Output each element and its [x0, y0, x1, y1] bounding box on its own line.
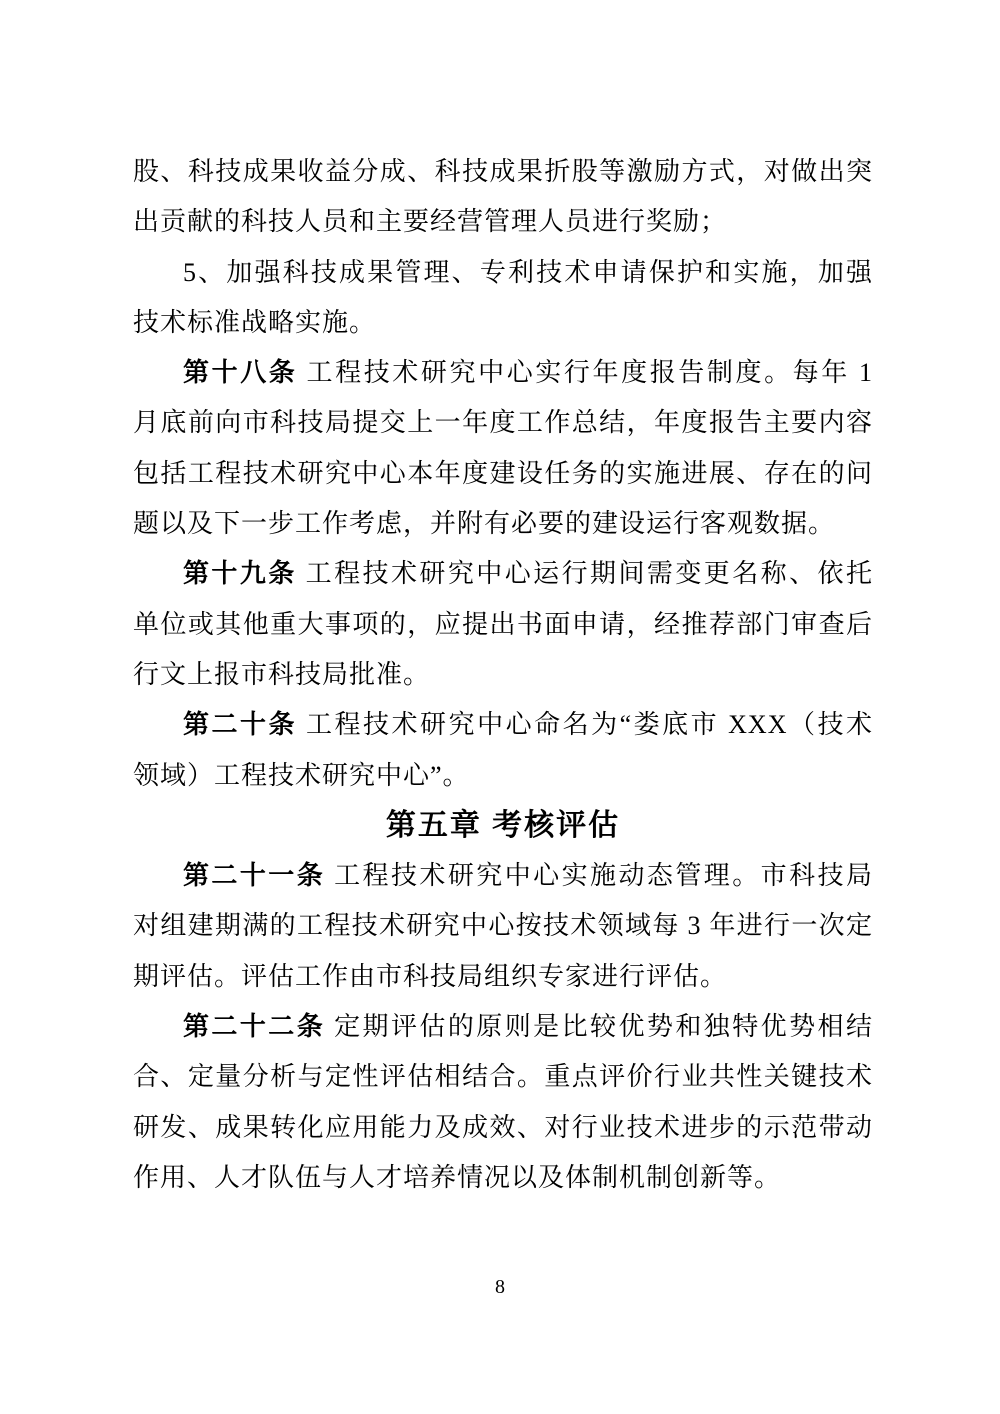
body-text-line [133, 751, 873, 801]
text-segment: 技术标准战略实施。 [133, 307, 377, 337]
page-number: 8 [495, 1276, 505, 1298]
body-text-line [133, 197, 873, 247]
body-text-line [133, 549, 873, 599]
text-segment: 作用、人才队伍与人才培养情况以及体制机制创新等。 [133, 1162, 782, 1192]
text-segment: 定期评估的原则是比较优势和独特优势相结 [325, 1012, 873, 1042]
body-text-line [133, 1153, 873, 1203]
text-segment: 出贡献的科技人员和主要经营管理人员进行奖励； [133, 207, 728, 237]
text-segment: 单位或其他重大事项的，应提出书面申请，经推荐部门审查后 [133, 609, 873, 639]
body-text-line [133, 248, 873, 298]
text-segment: 5、加强科技成果管理、专利技术申请保护和实施，加强 [183, 257, 873, 287]
bold-text-segment: 第十八条 [183, 358, 298, 388]
bold-text-segment: 第二十条 [183, 710, 298, 740]
text-segment: 工程技术研究中心实施动态管理。市科技局 [325, 861, 873, 891]
text-segment: 工程技术研究中心运行期间需变更名称、依托 [296, 559, 873, 589]
body-text-line [133, 1103, 873, 1153]
body-text-line [133, 1002, 873, 1052]
body-text-line [133, 298, 873, 348]
text-segment: 包括工程技术研究中心本年度建设任务的实施进展、存在的问 [133, 458, 873, 488]
text-segment: 对组建期满的工程技术研究中心按技术领域每 3 年进行一次定 [133, 911, 873, 941]
body-text-line [133, 952, 873, 1002]
bold-text-segment: 第五章 考核评估 [385, 808, 621, 842]
body-text-line [133, 147, 873, 197]
bold-text-segment: 第二十一条 [183, 861, 326, 891]
body-text-line [133, 348, 873, 398]
body-text-line [133, 499, 873, 549]
document-body [133, 147, 873, 1203]
text-segment: 行文上报市科技局批准。 [133, 659, 431, 689]
body-text-line [133, 901, 873, 951]
body-text-line [133, 851, 873, 901]
text-segment: 研发、成果转化应用能力及成效、对行业技术进步的示范带动 [133, 1112, 873, 1142]
bold-text-segment: 第二十二条 [183, 1012, 326, 1042]
text-segment: 领域）工程技术研究中心”。 [133, 760, 470, 790]
body-text-line [133, 1052, 873, 1102]
body-text-line [133, 600, 873, 650]
body-text-line [133, 398, 873, 448]
body-text-line [133, 700, 873, 750]
text-segment: 月底前向市科技局提交上一年度工作总结，年度报告主要内容 [133, 408, 873, 438]
bold-text-segment: 第十九条 [183, 559, 297, 589]
text-segment: 工程技术研究中心实行年度报告制度。每年 1 [297, 358, 873, 388]
text-segment: 期评估。评估工作由市科技局组织专家进行评估。 [133, 961, 728, 991]
chapter-heading [133, 801, 873, 851]
text-segment: 工程技术研究中心命名为“娄底市 XXX（技术 [297, 710, 873, 740]
text-segment: 题以及下一步工作考虑，并附有必要的建设运行客观数据。 [133, 509, 836, 539]
text-segment: 股、科技成果收益分成、科技成果折股等激励方式，对做出突 [133, 157, 873, 186]
text-segment: 合、定量分析与定性评估相结合。重点评价行业共性关键技术 [133, 1062, 873, 1092]
body-text-line [133, 449, 873, 499]
body-text-line [133, 650, 873, 700]
